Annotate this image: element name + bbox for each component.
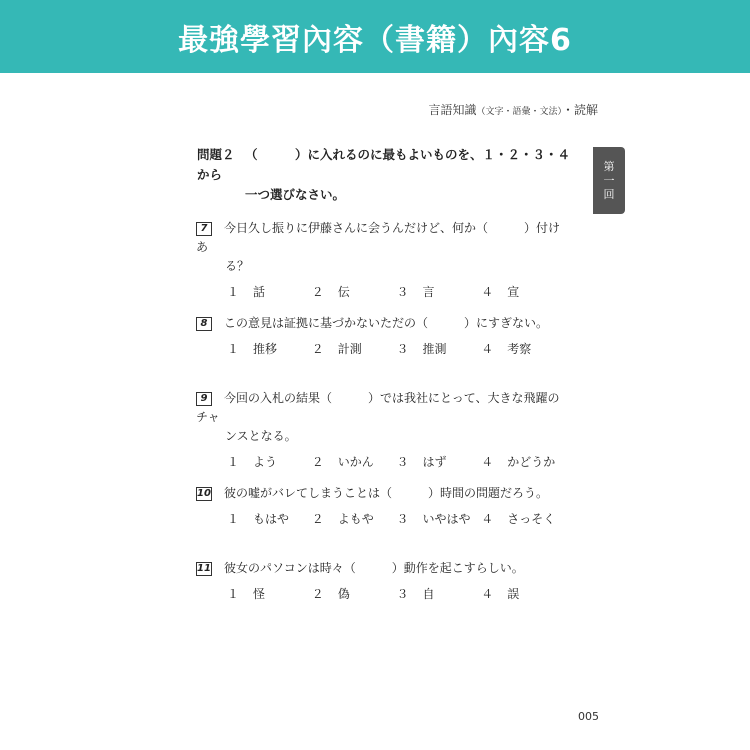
option-2[interactable]: ２ よもや — [311, 512, 374, 526]
question-text: 彼女のパソコンは時々（ ）動作を起こすらしい。 — [224, 561, 524, 575]
option-4[interactable]: ４ かどうか — [481, 455, 556, 469]
option-2[interactable]: ２ いかん — [311, 455, 374, 469]
question-9 — [196, 389, 566, 472]
question-text: 彼の嘘がバレてしまうことは（ ）時間の問題だろう。 — [224, 486, 549, 500]
question-text: 今回の入札の結果（ ）では我社にとって、大きな飛躍のチャ — [196, 391, 560, 424]
section-detail: （文字・語彙・文法） — [476, 107, 562, 117]
question-number: 11 — [197, 562, 211, 574]
options — [196, 340, 566, 359]
option-1[interactable]: １ よう — [227, 455, 278, 469]
option-1[interactable]: １ 怪 — [227, 587, 266, 601]
question-number: 10 — [197, 487, 211, 499]
section-header — [428, 101, 598, 118]
chapter-tab-char: 一 — [603, 173, 615, 187]
question-text-cont: る？ — [225, 259, 250, 273]
question-11 — [196, 559, 566, 604]
instruction-line1: （ ）に入れるのに最もよいものを、１・２・３・４から — [197, 147, 571, 182]
options — [196, 510, 566, 529]
question-text: この意見は証拠に基づかないただの（ ）にすぎない。 — [224, 316, 549, 330]
banner-title: 最強學習內容（書籍）內容6 — [178, 22, 572, 58]
option-3[interactable]: ３ いやはや — [396, 512, 471, 526]
question-number: 8 — [196, 317, 212, 331]
options — [196, 585, 566, 604]
option-2[interactable]: ２ 計測 — [311, 342, 362, 356]
instruction-label: 問題２ — [197, 147, 235, 162]
option-4[interactable]: ４ 宣 — [481, 285, 520, 299]
option-4[interactable]: ４ 誤 — [481, 587, 520, 601]
question-number: 7 — [196, 222, 212, 236]
title-banner — [0, 0, 750, 73]
section-tail: ・読解 — [561, 103, 598, 117]
option-2[interactable]: ２ 伝 — [311, 285, 350, 299]
question-text: 今日久し振りに伊藤さんに会うんだけど、何か（ ）付けあ — [196, 221, 561, 254]
chapter-tab — [593, 147, 625, 214]
option-4[interactable]: ４ さっそく — [481, 512, 556, 526]
question-number: 9 — [196, 392, 212, 406]
option-1[interactable]: １ もはや — [227, 512, 290, 526]
option-3[interactable]: ３ 自 — [396, 587, 435, 601]
options — [196, 283, 566, 302]
instruction-line2: 一つ選びなさい。 — [245, 187, 346, 202]
options — [196, 453, 566, 472]
question-7 — [196, 219, 566, 302]
option-1[interactable]: １ 話 — [227, 285, 266, 299]
option-3[interactable]: ３ 言 — [396, 285, 435, 299]
question-10 — [196, 484, 566, 529]
section-name: 言語知識 — [428, 103, 477, 117]
chapter-tab-char: 回 — [603, 187, 615, 201]
page-number: 005 — [578, 710, 599, 723]
instruction — [197, 145, 577, 205]
question-text-cont: ンスとなる。 — [225, 429, 297, 443]
option-3[interactable]: ３ 推測 — [396, 342, 447, 356]
option-4[interactable]: ４ 考察 — [481, 342, 532, 356]
question-8 — [196, 314, 566, 359]
option-3[interactable]: ３ はず — [396, 455, 447, 469]
option-2[interactable]: ２ 偽 — [311, 587, 350, 601]
option-1[interactable]: １ 推移 — [227, 342, 278, 356]
chapter-tab-char: 第 — [603, 159, 615, 173]
